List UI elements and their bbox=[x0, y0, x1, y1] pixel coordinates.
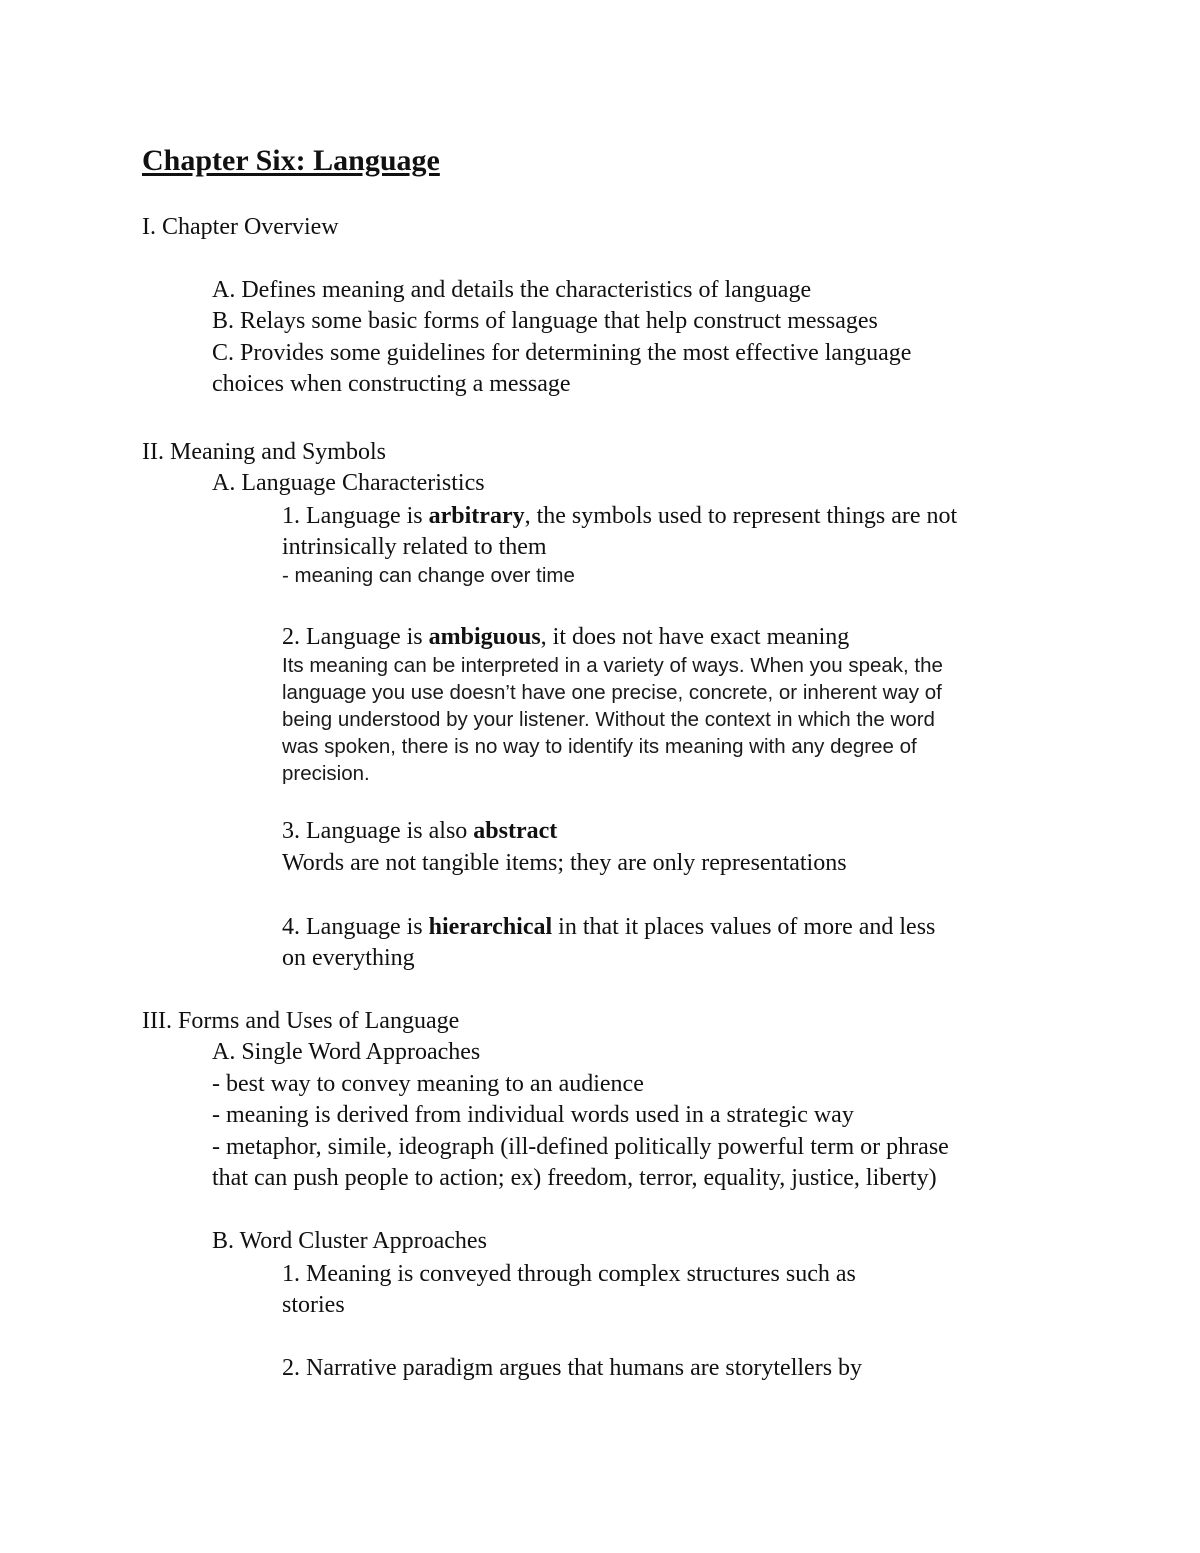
text-span: 3. Language is also bbox=[282, 818, 474, 844]
subheading-single-word: A. Single Word Approaches bbox=[212, 1039, 481, 1065]
section-heading-forms-uses: III. Forms and Uses of Language bbox=[142, 1008, 460, 1034]
section-heading-overview: I. Chapter Overview bbox=[142, 214, 339, 240]
abstract-description: Words are not tangible items; they are only representations bbox=[282, 850, 847, 876]
characteristic-hierarchical bbox=[282, 912, 935, 942]
text-span: 4. Language is bbox=[282, 914, 429, 940]
characteristic-arbitrary-note: - meaning can change over time bbox=[282, 564, 575, 587]
text-span: , the symbols used to represent things are not bbox=[524, 503, 958, 529]
overview-item-b: B. Relays some basic forms of language that help construct messages bbox=[212, 308, 878, 334]
page-title: Chapter Six: Language bbox=[142, 144, 440, 177]
text-span: 1. Language is bbox=[282, 503, 429, 529]
text-span: in that it places values of more and less bbox=[552, 914, 936, 940]
ambiguous-explanation-line: was spoken, there is no way to identify its meaning with any degree of bbox=[282, 735, 917, 758]
ambiguous-explanation-line: Its meaning can be interpreted in a variety of ways. When you speak, the bbox=[282, 654, 943, 677]
characteristic-abstract bbox=[282, 816, 557, 846]
single-word-point-continued: that can push people to action; ex) freedom, terror, equality, justice, liberty) bbox=[212, 1165, 937, 1191]
characteristic-arbitrary-continued: intrinsically related to them bbox=[282, 534, 547, 560]
ambiguous-explanation-line: being understood by your listener. Without the context in which the word bbox=[282, 708, 935, 731]
single-word-point: - meaning is derived from individual words used in a strategic way bbox=[212, 1102, 854, 1128]
word-cluster-item-2: 2. Narrative paradigm argues that humans are storytellers by bbox=[282, 1355, 863, 1381]
word-cluster-item-1-continued: stories bbox=[282, 1292, 345, 1318]
term-hierarchical: hierarchical bbox=[428, 914, 553, 940]
single-word-point: - best way to convey meaning to an audience bbox=[212, 1071, 644, 1097]
overview-item-c-continued: choices when constructing a message bbox=[212, 371, 571, 397]
subheading-language-characteristics: A. Language Characteristics bbox=[212, 470, 485, 496]
characteristic-ambiguous bbox=[282, 622, 849, 652]
characteristic-hierarchical-continued: on everything bbox=[282, 945, 415, 971]
ambiguous-explanation-line: language you use doesn’t have one precise, concrete, or inherent way of bbox=[282, 681, 942, 704]
ambiguous-explanation-line: precision. bbox=[282, 762, 370, 785]
single-word-point: - metaphor, simile, ideograph (ill-defined politically powerful term or phrase bbox=[212, 1134, 949, 1160]
overview-item-c: C. Provides some guidelines for determining the most effective language bbox=[212, 340, 912, 366]
text-span: 2. Language is bbox=[282, 624, 429, 650]
overview-item-a: A. Defines meaning and details the characteristics of language bbox=[212, 277, 812, 303]
term-abstract: abstract bbox=[473, 818, 558, 844]
term-ambiguous: ambiguous bbox=[428, 624, 541, 650]
term-arbitrary: arbitrary bbox=[428, 503, 525, 529]
word-cluster-item-1: 1. Meaning is conveyed through complex structures such as bbox=[282, 1261, 856, 1287]
section-heading-meaning-symbols: II. Meaning and Symbols bbox=[142, 439, 386, 465]
subheading-word-cluster: B. Word Cluster Approaches bbox=[212, 1228, 487, 1254]
text-span: , it does not have exact meaning bbox=[540, 624, 850, 650]
characteristic-arbitrary bbox=[282, 501, 957, 531]
